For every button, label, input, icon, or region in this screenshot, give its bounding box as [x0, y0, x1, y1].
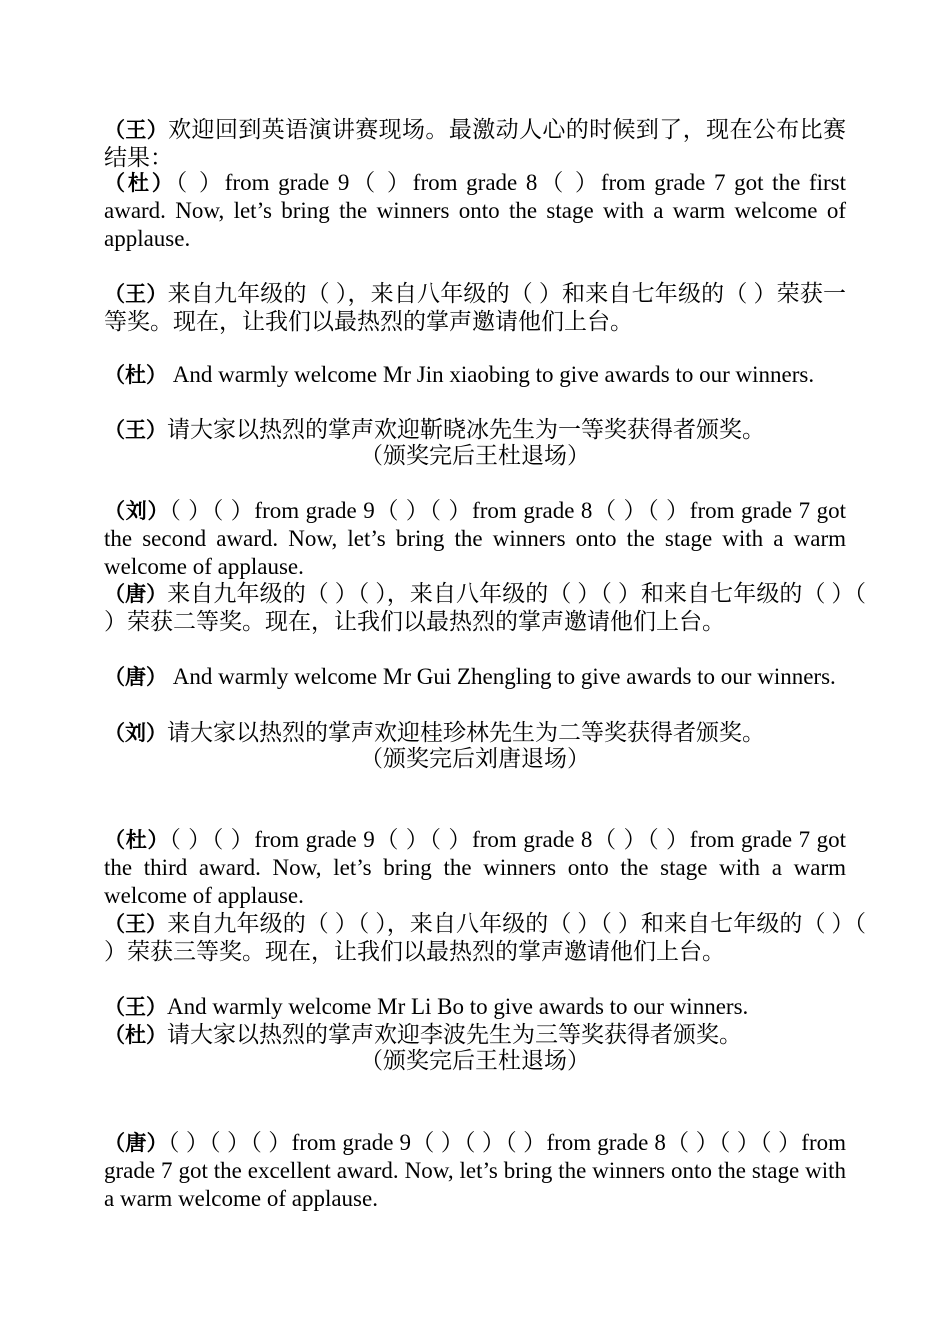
speaker-label: （王）: [104, 994, 167, 1019]
paragraph-excellent-award-en: [104, 1129, 846, 1213]
speaker-label: （刘）: [104, 720, 167, 745]
paragraph-text: 欢迎回到英语演讲赛现场。最激动人心的时候到了，现在公布比赛结果：: [104, 117, 847, 170]
paragraph-text: 来自九年级的（ ），来自八年级的（ ）和来自七年级的（ ）荣获一等奖。现在，让我们以最热烈的掌声邀请他们上台。: [104, 281, 847, 334]
paragraph-second-presenter-zh: [104, 719, 846, 747]
stage-direction: [104, 1047, 846, 1075]
speaker-label: （杜）: [104, 1022, 167, 1047]
paragraph-text: 请大家以热烈的掌声欢迎李波先生为三等奖获得者颁奖。: [167, 1022, 742, 1047]
paragraph-text: And warmly welcome Mr Li Bo to give awards to our winners.: [167, 994, 749, 1019]
paragraph-second-award-zh: [104, 580, 866, 636]
speaker-label: （刘）: [104, 498, 170, 523]
speaker-label: （杜）: [104, 362, 167, 387]
paragraph-first-presenter-en: [104, 361, 846, 389]
speaker-label: （杜）: [104, 827, 170, 852]
speaker-label: （杜）: [104, 170, 176, 195]
paragraph-second-award-en: [104, 497, 846, 581]
speaker-label: （唐）: [104, 664, 167, 689]
paragraph-announce-results: [104, 116, 846, 172]
paragraph-text: 来自九年级的（ ）（ ），来自八年级的（ ）（ ）和来自七年级的（ ）（ ）荣获二等奖。现在，让我们以最热烈的掌声邀请他们上台。: [104, 581, 867, 634]
paragraph-text: （ ）（ ）（ ）from grade 9（ ）（ ）（ ）from grade 8（ ）（ ）（ ）from grade 7 got the excellent award. Now, let’s bring the winners onto the stage with a warm welcome of applause.: [104, 1130, 847, 1211]
paragraph-first-presenter-zh: [104, 416, 846, 444]
speaker-label: （唐）: [104, 581, 168, 606]
speaker-label: （王）: [104, 117, 169, 142]
speaker-label: （唐）: [104, 1130, 168, 1155]
paragraph-third-presenter-zh: [104, 1021, 846, 1049]
paragraph-text: 请大家以热烈的掌声欢迎靳晓冰先生为一等奖获得者颁奖。: [167, 417, 765, 442]
paragraph-text: （ ）from grade 9（ ）from grade 8（ ）from grade 7 got the first award. Now, let’s bring the winners onto the stage with a warm welcome of applause.: [104, 170, 847, 251]
paragraph-second-presenter-en: [104, 663, 846, 691]
paragraph-first-award-zh: [104, 280, 846, 336]
stage-direction-text: （颁奖完后王杜退场）: [360, 1048, 590, 1073]
paragraph-text: And warmly welcome Mr Jin xiaobing to give awards to our winners.: [167, 362, 815, 387]
paragraph-text: And warmly welcome Mr Gui Zhengling to give awards to our winners.: [167, 664, 836, 689]
paragraph-first-award-en: [104, 169, 846, 253]
stage-direction-text: （颁奖完后王杜退场）: [360, 443, 590, 468]
paragraph-text: 请大家以热烈的掌声欢迎桂珍林先生为二等奖获得者颁奖。: [167, 720, 765, 745]
stage-direction: [104, 745, 846, 773]
paragraph-text: 来自九年级的（ ）（ ），来自八年级的（ ）（ ）和来自七年级的（ ）（ ）荣获三等奖。现在，让我们以最热烈的掌声邀请他们上台。: [104, 911, 867, 964]
paragraph-third-award-en: [104, 826, 846, 910]
stage-direction: [104, 442, 846, 470]
paragraph-text: （ ）（ ）from grade 9（ ）（ ）from grade 8（ ）（ ）from grade 7 got the second award. Now, let’s bring the winners onto the stage with a warm welcome of applause.: [104, 498, 847, 579]
stage-direction-text: （颁奖完后刘唐退场）: [360, 746, 590, 771]
speaker-label: （王）: [104, 281, 168, 306]
paragraph-text: （ ）（ ）from grade 9（ ）（ ）from grade 8（ ）（ ）from grade 7 got the third award. Now, let’s bring the winners onto the stage with a warm welcome of applause.: [104, 827, 847, 908]
paragraph-third-presenter-en: [104, 993, 846, 1021]
speaker-label: （王）: [104, 417, 167, 442]
paragraph-third-award-zh: [104, 910, 866, 966]
speaker-label: （王）: [104, 911, 168, 936]
